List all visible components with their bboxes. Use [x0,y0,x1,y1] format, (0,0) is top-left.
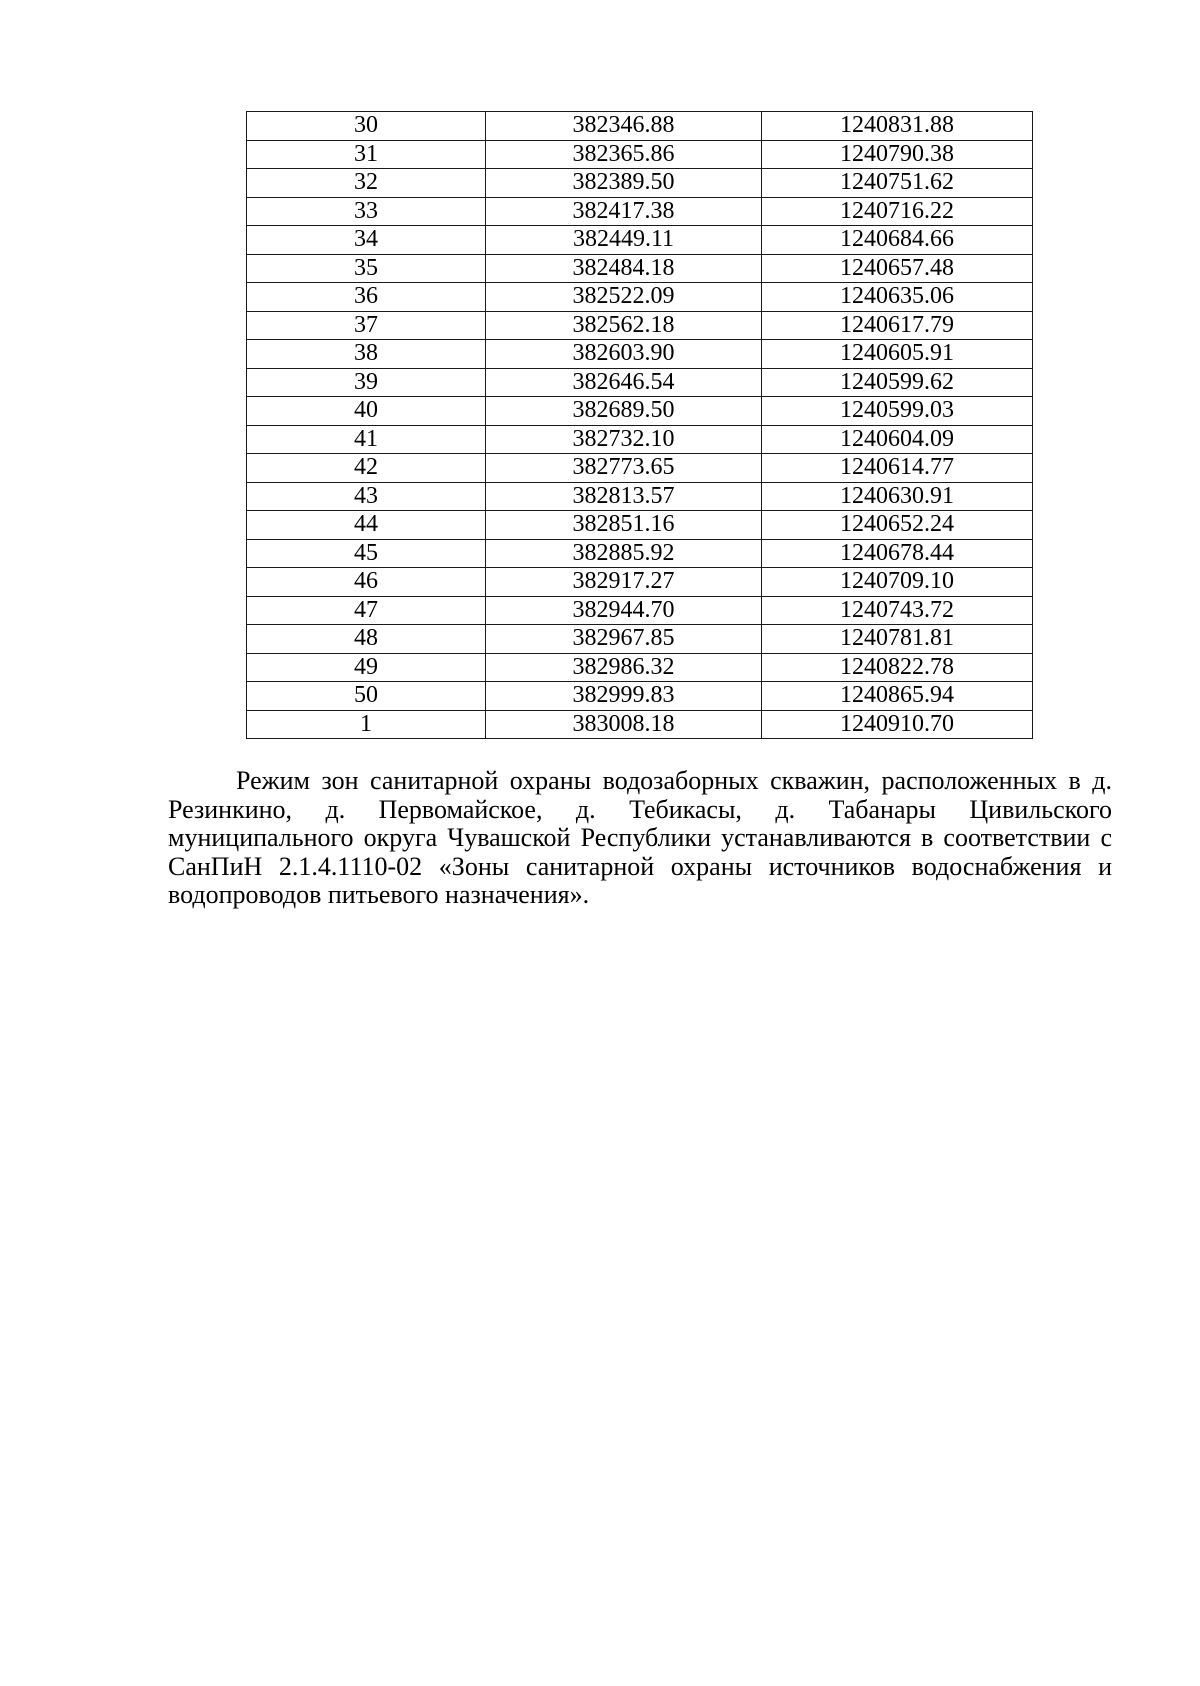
x-coordinate-cell: 382944.70 [486,596,762,625]
y-coordinate-cell: 1240822.78 [762,653,1033,682]
x-coordinate-cell: 382732.10 [486,425,762,454]
table-row [247,625,1033,654]
point-number-cell: 41 [247,425,486,454]
y-coordinate-cell: 1240599.03 [762,397,1033,426]
y-coordinate-cell: 1240709.10 [762,568,1033,597]
table-row [247,425,1033,454]
table-row [247,311,1033,340]
table-row [247,340,1033,369]
point-number-cell: 34 [247,226,486,255]
y-coordinate-cell: 1240605.91 [762,340,1033,369]
point-number-cell: 50 [247,682,486,711]
point-number-cell: 33 [247,197,486,226]
point-number-cell: 49 [247,653,486,682]
y-coordinate-cell: 1240910.70 [762,710,1033,739]
y-coordinate-cell: 1240751.62 [762,169,1033,198]
coordinates-table-body [247,112,1033,739]
table-row [247,454,1033,483]
y-coordinate-cell: 1240599.62 [762,368,1033,397]
point-number-cell: 40 [247,397,486,426]
x-coordinate-cell: 382813.57 [486,482,762,511]
point-number-cell: 1 [247,710,486,739]
x-coordinate-cell: 382522.09 [486,283,762,312]
x-coordinate-cell: 382389.50 [486,169,762,198]
point-number-cell: 36 [247,283,486,312]
table-row [247,112,1033,141]
x-coordinate-cell: 382346.88 [486,112,762,141]
coordinates-table [246,111,1033,739]
table-row [247,226,1033,255]
y-coordinate-cell: 1240781.81 [762,625,1033,654]
y-coordinate-cell: 1240614.77 [762,454,1033,483]
table-row [247,511,1033,540]
y-coordinate-cell: 1240630.91 [762,482,1033,511]
table-row [247,596,1033,625]
point-number-cell: 38 [247,340,486,369]
x-coordinate-cell: 382967.85 [486,625,762,654]
table-row [247,197,1033,226]
point-number-cell: 37 [247,311,486,340]
point-number-cell: 46 [247,568,486,597]
y-coordinate-cell: 1240617.79 [762,311,1033,340]
point-number-cell: 48 [247,625,486,654]
x-coordinate-cell: 382603.90 [486,340,762,369]
y-coordinate-cell: 1240657.48 [762,254,1033,283]
y-coordinate-cell: 1240865.94 [762,682,1033,711]
point-number-cell: 42 [247,454,486,483]
table-row [247,254,1033,283]
point-number-cell: 45 [247,539,486,568]
point-number-cell: 47 [247,596,486,625]
table-row [247,482,1033,511]
x-coordinate-cell: 382562.18 [486,311,762,340]
y-coordinate-cell: 1240790.38 [762,140,1033,169]
x-coordinate-cell: 382773.65 [486,454,762,483]
table-row [247,368,1033,397]
x-coordinate-cell: 382417.38 [486,197,762,226]
table-row [247,653,1033,682]
regime-paragraph: Режим зон санитарной охраны водозаборных скважин, расположенных в д. Резинкино, д. Первомайское, д. Тебикасы, д. Табанары Цивильского муниципального округа Чувашской Республики устанавливаются в соответствии с СанПиН 2.1.4.1110-02 «Зоны санитарной охраны источников водоснабжения и водопроводов питьевого назначения». [168,766,1112,909]
y-coordinate-cell: 1240635.06 [762,283,1033,312]
x-coordinate-cell: 382689.50 [486,397,762,426]
x-coordinate-cell: 382917.27 [486,568,762,597]
x-coordinate-cell: 382885.92 [486,539,762,568]
table-row [247,169,1033,198]
point-number-cell: 43 [247,482,486,511]
y-coordinate-cell: 1240743.72 [762,596,1033,625]
y-coordinate-cell: 1240684.66 [762,226,1033,255]
y-coordinate-cell: 1240652.24 [762,511,1033,540]
y-coordinate-cell: 1240604.09 [762,425,1033,454]
point-number-cell: 44 [247,511,486,540]
x-coordinate-cell: 382365.86 [486,140,762,169]
point-number-cell: 39 [247,368,486,397]
x-coordinate-cell: 382851.16 [486,511,762,540]
table-row [247,539,1033,568]
x-coordinate-cell: 382986.32 [486,653,762,682]
y-coordinate-cell: 1240716.22 [762,197,1033,226]
table-row [247,710,1033,739]
point-number-cell: 35 [247,254,486,283]
point-number-cell: 30 [247,112,486,141]
table-row [247,397,1033,426]
point-number-cell: 32 [247,169,486,198]
x-coordinate-cell: 382999.83 [486,682,762,711]
y-coordinate-cell: 1240831.88 [762,112,1033,141]
table-row [247,140,1033,169]
table-row [247,283,1033,312]
x-coordinate-cell: 383008.18 [486,710,762,739]
table-row [247,682,1033,711]
x-coordinate-cell: 382646.54 [486,368,762,397]
table-row [247,568,1033,597]
point-number-cell: 31 [247,140,486,169]
x-coordinate-cell: 382484.18 [486,254,762,283]
x-coordinate-cell: 382449.11 [486,226,762,255]
y-coordinate-cell: 1240678.44 [762,539,1033,568]
